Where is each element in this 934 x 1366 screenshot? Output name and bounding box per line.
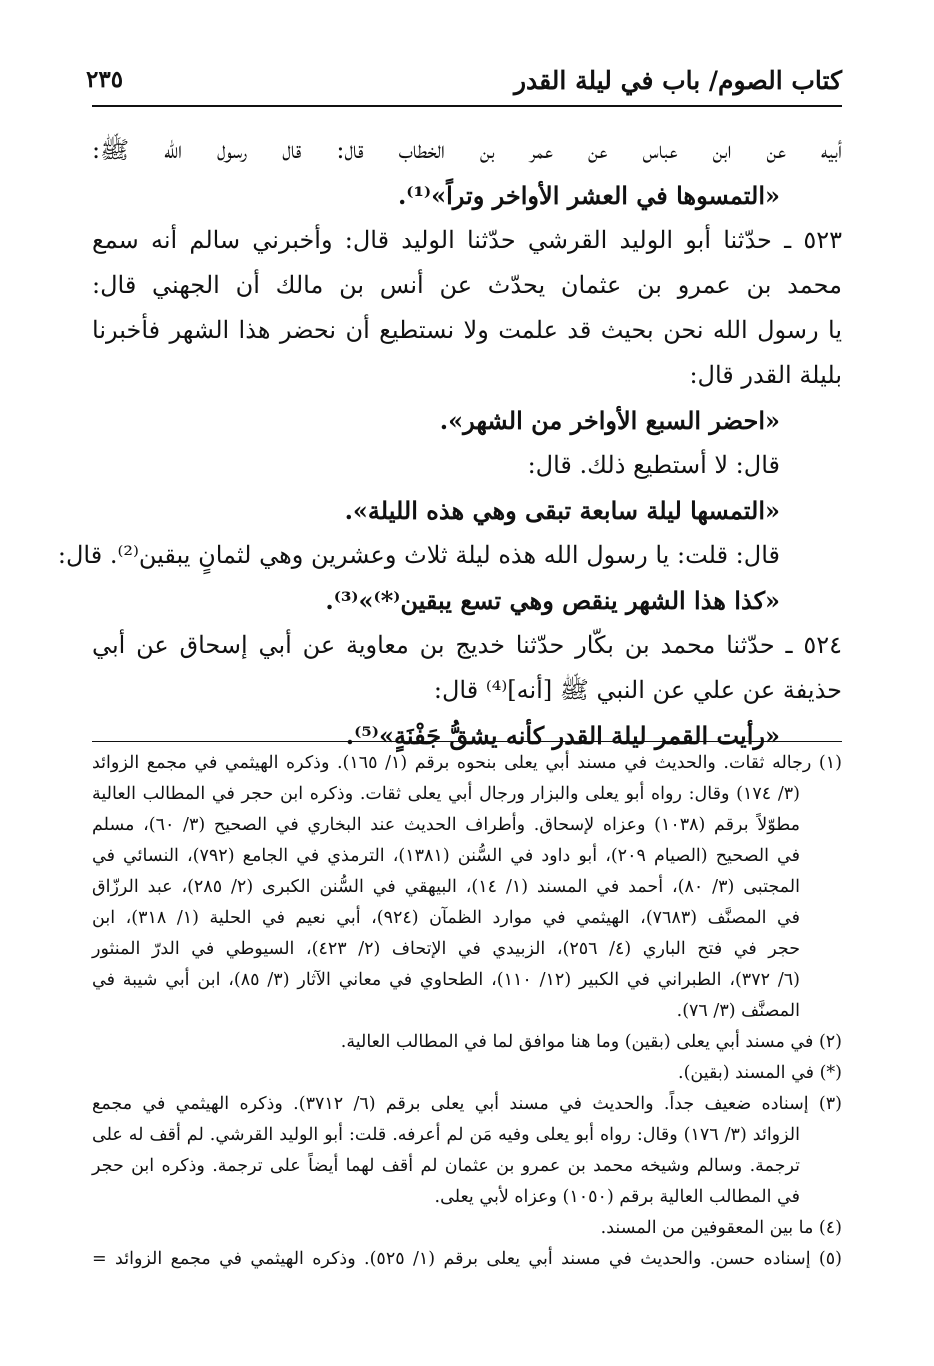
text-line: محمد بن عمرو بن عثمان يحدّث عن أنس بن مالك أن الجهني قال:	[92, 271, 842, 299]
hadith-quote: «التمسوها في العشر الأواخر وتراً»⁽¹⁾.	[397, 181, 780, 210]
footnote-line: في المطالب العالية برقم (١٠٥٠) وعزاه لأبي يعلى.	[434, 1187, 800, 1207]
header-rule	[92, 105, 842, 107]
footnote-star: (*) في المسند (بقين).	[678, 1063, 842, 1083]
footnote-line: الزوائد (٣/ ١٧٦) وقال: رواه أبو يعلى وفيه مَن لم أعرفه. قلت: أبو الوليد القرشي. لم أقف له على	[92, 1125, 800, 1145]
footnote-line: في الصحيح (الصيام ٢٠٩)، أبو داود في السُّنن (١٣٨١)، الترمذي في الجامع (٧٩٢)، النسائي في	[92, 846, 801, 866]
header-title: كتاب الصوم/ باب في ليلة القدر	[513, 66, 842, 95]
hadith-quote: «رأيت القمر ليلة القدر كأنه يشقُّ جَفْنَةٍ»⁽⁵⁾.	[345, 721, 780, 750]
footnote-4: (٤) ما بين المعقوفين من المسند.	[600, 1218, 842, 1238]
text-line: بليلة القدر قال:	[689, 361, 842, 389]
footnote-1: (١) رجاله ثقات. والحديث في مسند أبي يعلى بنحوه برقم (١/ ١٦٥). وذكره الهيثمي في مجمع الزوائد	[92, 753, 842, 773]
footnote-line: (٦/ ٣٧٢)، الطبراني في الكبير (١٢/ ١١٠)، الطحاوي في معاني الآثار (٣/ ٨٥)، ابن أبي شيبة في	[92, 970, 800, 990]
text-line: أبيه عن ابن عباس عن عمر بن الخطاب قال: قال رسول الله ﷺ:	[92, 136, 842, 164]
footnote-3: (٣) إسناده ضعيف جداً. والحديث في مسند أبي يعلى برقم (٦/ ٣٧١٢). وذكره الهيثمي في مجمع	[92, 1094, 842, 1114]
footnote-line: (٣/ ١٧٤) وقال: رواه أبو يعلى والبزار ورجال أبي يعلى ثقات. وذكره ابن حجر في المطالب العالية	[92, 784, 800, 804]
main-text	[57, 128, 842, 758]
text-line: قال: قلت: يا رسول الله هذه ليلة ثلاث وعشرين وهي لثمانٍ يبقين⁽²⁾. قال:	[57, 541, 780, 569]
footnote-line: في المصنَّف (٧٦٨٣)، الهيثمي في موارد الظمآن (٩٢٤)، أبي نعيم في الحلية (١/ ٣١٨)، ابن	[92, 908, 801, 928]
footnote-line: المصنَّف (٣/ ٧٦).	[676, 1001, 800, 1021]
hadith-quote: «احضر السبع الأواخر من الشهر».	[439, 406, 780, 435]
hadith-quote: «كذا هذا الشهر ينقص وهي تسع يبقين⁽*⁾»⁽³⁾.	[325, 586, 780, 615]
footnote-line: حجر في فتح الباري (٤/ ٢٥٦)، الزبيدي في الإتحاف (٢/ ٤٢٣)، السيوطي في الدرّ المنثور	[92, 939, 801, 959]
text-line: حذيفة عن علي عن النبي ﷺ [أنه]⁽⁴⁾ قال:	[433, 676, 842, 704]
hadith-524-line: ٥٢٤ ـ حدّثنا محمد بن بكّار حدّثنا خديج بن معاوية عن أبي إسحاق عن أبي	[92, 631, 842, 659]
footnote-5: (٥) إسناده حسن. والحديث في مسند أبي يعلى برقم (١/ ٥٢٥). وذكره الهيثمي في مجمع الزوائد =	[92, 1249, 842, 1269]
footnotes	[92, 748, 842, 1275]
page-number: ٢٣٥	[86, 66, 124, 93]
footnote-line: المجتبى (٣/ ٨٠)، أحمد في المسند (١/ ١٤)، البيهقي في السُّنن الكبرى (٢/ ٢٨٥)، عبد الرزّاق	[92, 877, 800, 897]
footnote-line: ترجمة. وسالم وشيخه محمد بن عمرو بن عثمان لم أقف لهما أيضاً على ترجمة. وذكره ابن حجر	[92, 1156, 800, 1176]
footnote-2: (٢) في مسند أبي يعلى (بقين) وما هنا موافق لما في المطالب العالية.	[340, 1032, 842, 1052]
text-line: يا رسول الله نحن بحيث قد علمت ولا نستطيع أن نحضر هذا الشهر فأخبرنا	[92, 316, 842, 344]
footnote-line: مطوّلاً برقم (١٠٣٨) وعزاه لإسحاق. وأطراف الحديث عند البخاري في الصحيح (٣/ ٦٠)، مسلم	[92, 815, 800, 835]
running-header	[86, 62, 842, 106]
footnote-rule	[92, 741, 842, 742]
hadith-quote: «التمسها ليلة سابعة تبقى وهي هذه الليلة».	[344, 496, 780, 525]
hadith-523-line: ٥٢٣ ـ حدّثنا أبو الوليد القرشي حدّثنا الوليد قال: وأخبرني سالم أنه سمع	[92, 226, 842, 254]
text-line: قال: لا أستطيع ذلك. قال:	[527, 451, 780, 479]
